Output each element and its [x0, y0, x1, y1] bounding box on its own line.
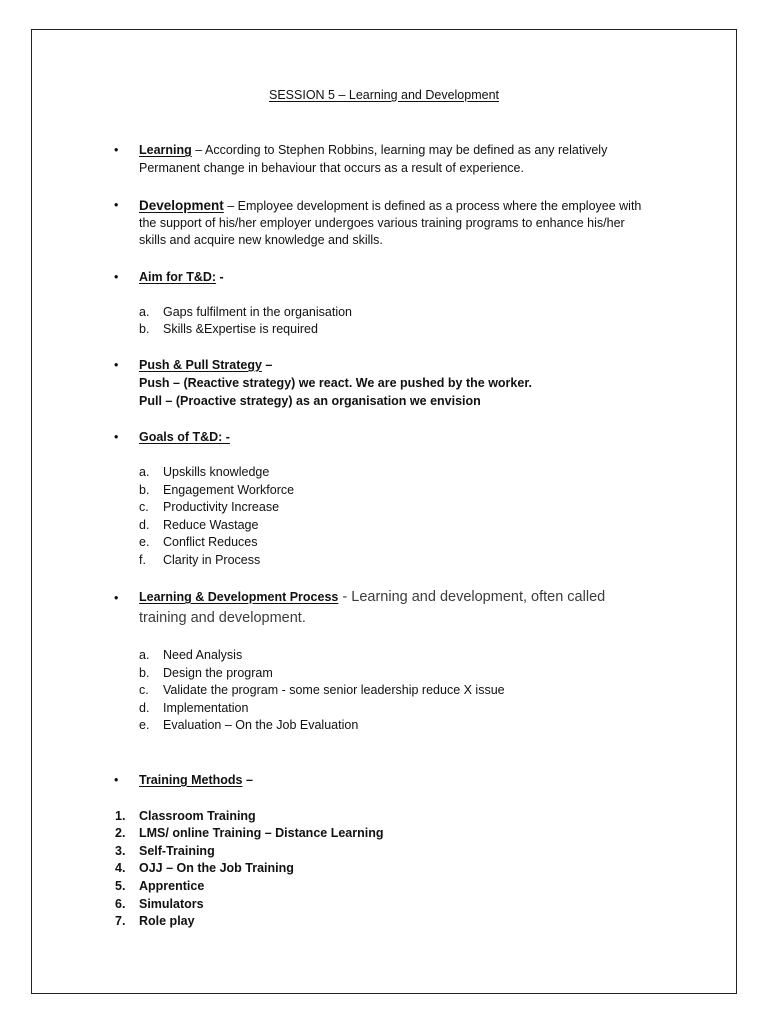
process-item: Validate the program - some senior leadership reduce X issue [163, 683, 505, 697]
training-item-number: 6. [115, 897, 126, 911]
process-text-1: - Learning and development, often called [338, 589, 606, 605]
bullet-goals: • [114, 430, 119, 444]
development-text-1: – Employee development is defined as a process where the employee with [223, 199, 642, 213]
bullet-training: • [114, 773, 119, 787]
training-item: LMS/ online Training – Distance Learning [139, 826, 384, 840]
development-definition-line-1 [139, 197, 641, 215]
goals-term: Goals of T&D: - [139, 430, 230, 444]
process-item-marker: d. [139, 701, 150, 715]
training-heading [139, 772, 253, 789]
process-term: Learning & Development Process [139, 590, 339, 604]
learning-definition-line-1 [139, 142, 607, 159]
push-pull-suffix: – [261, 358, 273, 372]
push-pull-heading [139, 357, 272, 374]
push-strategy-line: Push – (Reactive strategy) we react. We are pushed by the worker. [139, 376, 532, 390]
learning-definition-line-2: Permanent change in behaviour that occurs as a result of experience. [139, 161, 524, 175]
aim-item-marker: a. [139, 305, 150, 319]
process-heading-line-1 [139, 589, 605, 606]
process-item-marker: e. [139, 718, 150, 732]
aim-term: Aim for T&D: [139, 270, 217, 284]
aim-item-marker: b. [139, 322, 150, 336]
aim-heading [139, 269, 224, 286]
goal-item: Engagement Workforce [163, 483, 295, 497]
push-pull-term: Push & Pull Strategy [139, 358, 262, 372]
aim-suffix: - [216, 270, 224, 284]
learning-text-1: – According to Stephen Robbins, learning may be defined as any relatively [191, 143, 608, 157]
goals-heading [139, 429, 230, 446]
process-item: Evaluation – On the Job Evaluation [163, 718, 359, 732]
training-item: Self-Training [139, 844, 215, 858]
goal-item: Upskills knowledge [163, 465, 270, 479]
training-suffix: – [242, 773, 253, 787]
development-definition-line-2: the support of his/her employer undergoes various training programs to enhance his/her [139, 216, 625, 230]
bullet-learning: • [114, 143, 119, 157]
goal-item-marker: b. [139, 483, 150, 497]
process-item: Design the program [163, 666, 273, 680]
goal-item-marker: f. [139, 553, 146, 567]
training-item: Role play [139, 914, 195, 928]
training-item: OJJ – On the Job Training [139, 861, 294, 875]
goal-item-marker: e. [139, 535, 150, 549]
goal-item-marker: c. [139, 500, 149, 514]
training-item-number: 1. [115, 809, 126, 823]
bullet-process: • [114, 591, 119, 605]
training-item: Apprentice [139, 879, 205, 893]
training-item: Classroom Training [139, 809, 256, 823]
goal-item: Conflict Reduces [163, 535, 258, 549]
document-title: SESSION 5 – Learning and Development [269, 88, 499, 102]
development-definition-line-3: skills and acquire new knowledge and skills. [139, 233, 383, 247]
process-item-marker: c. [139, 683, 149, 697]
process-heading-line-2: training and development. [139, 610, 306, 626]
aim-item: Gaps fulfilment in the organisation [163, 305, 352, 319]
goal-item: Clarity in Process [163, 553, 261, 567]
process-item: Implementation [163, 701, 249, 715]
goal-item-marker: d. [139, 518, 150, 532]
goal-item: Productivity Increase [163, 500, 280, 514]
development-term: Development [139, 198, 224, 213]
goal-item-marker: a. [139, 465, 150, 479]
learning-term: Learning [139, 143, 192, 157]
training-item-number: 4. [115, 861, 126, 875]
bullet-development: • [114, 198, 119, 212]
bullet-push-pull: • [114, 358, 119, 372]
aim-item: Skills &Expertise is required [163, 322, 318, 336]
training-item-number: 5. [115, 879, 126, 893]
bullet-aim: • [114, 270, 119, 284]
training-item: Simulators [139, 897, 204, 911]
process-item-marker: b. [139, 666, 150, 680]
pull-strategy-line: Pull – (Proactive strategy) as an organisation we envision [139, 394, 481, 408]
training-item-number: 2. [115, 826, 126, 840]
goal-item: Reduce Wastage [163, 518, 259, 532]
training-item-number: 7. [115, 914, 126, 928]
process-item-marker: a. [139, 648, 150, 662]
training-item-number: 3. [115, 844, 126, 858]
process-item: Need Analysis [163, 648, 243, 662]
training-term: Training Methods [139, 773, 243, 787]
